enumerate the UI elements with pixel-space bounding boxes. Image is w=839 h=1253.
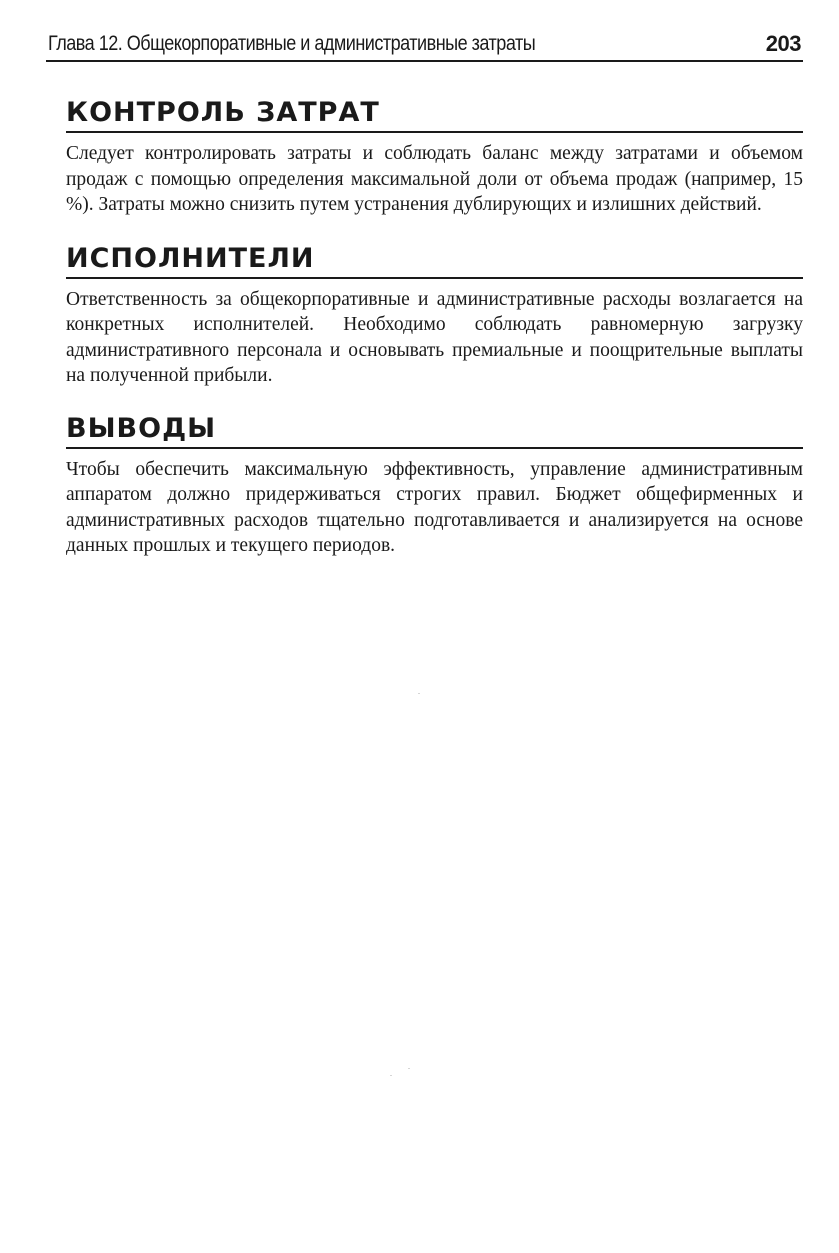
- section-conclusions: [66, 412, 803, 559]
- section-heading: КОНТРОЛЬ ЗАТРАТ: [66, 96, 803, 133]
- book-page: [46, 24, 803, 559]
- section-body: Чтобы обеспечить максимальную эффективность, управление административным аппаратом должно придерживаться строгих правил. Бюджет общефирменных и административных расходов тщательно подготавливается и анализируется на основе данных прошлых и текущего периодов.: [66, 458, 803, 556]
- chapter-title: Глава 12. Общекорпоративные и административные затраты: [48, 32, 536, 55]
- section-cost-control: [66, 96, 803, 218]
- section-heading: ВЫВОДЫ: [66, 412, 803, 449]
- section-executors: [66, 242, 803, 389]
- scan-speck: [390, 1075, 392, 1076]
- running-header: [46, 24, 803, 62]
- page-number: 203: [765, 31, 801, 56]
- section-body: Следует контролировать затраты и соблюдать баланс между затратами и объемом продаж с помощью определения максимальной доли от объема продаж (например, 15 %). Затраты можно снизить путем устранения дублирующих и излишних действий.: [66, 143, 803, 215]
- section-body: Ответственность за общекорпоративные и административные расходы возлагается на конкретных исполнителей. Необходимо соблюдать равномерную загрузку административного персонала и основывать премиальные и поощрительные выплаты на полученной прибыли.: [66, 288, 803, 386]
- section-heading: ИСПОЛНИТЕЛИ: [66, 242, 803, 279]
- scan-speck: [408, 1068, 410, 1069]
- scan-speck: [418, 693, 420, 694]
